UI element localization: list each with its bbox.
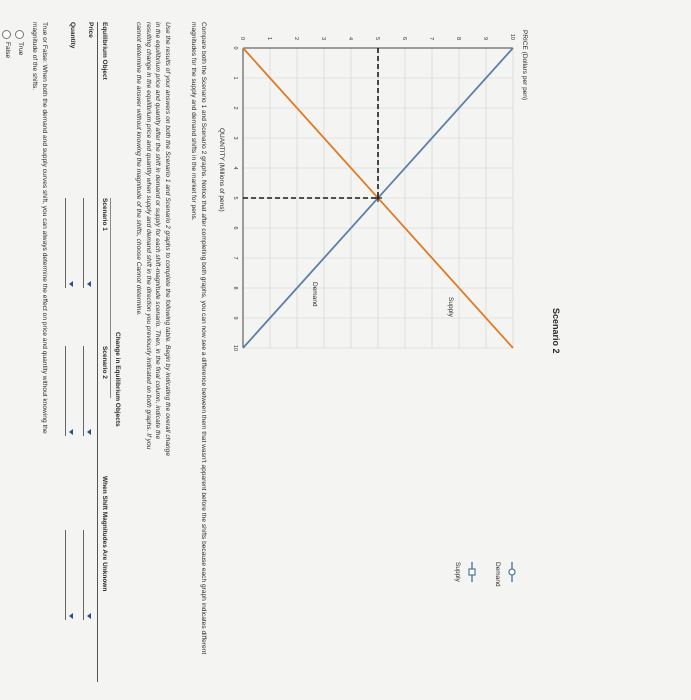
supply-legend-marker-icon: [467, 562, 477, 582]
row-label-price: Price: [87, 22, 94, 38]
question-line-1: True or False: When both the demand and supply curves shift, you can always determine the effect on price and quantity without knowing the: [41, 22, 48, 434]
x-tick-label: 0: [232, 46, 238, 50]
equilibrium-table: [51, 22, 121, 682]
price-unknown-dropdown[interactable]: [83, 530, 94, 620]
x-tick-label: 4: [232, 166, 238, 170]
option-false-label: False: [4, 42, 11, 59]
equilibrium-chart[interactable]: [223, 20, 543, 380]
x-tick-label: 10: [232, 344, 238, 352]
chevron-down-icon: [69, 613, 73, 619]
table-group-header: Change in Equilibrium Objects: [114, 332, 121, 427]
x-tick-labels: [232, 46, 238, 351]
quantity-scenario-1-dropdown[interactable]: [65, 198, 76, 288]
x-tick-label: 8: [232, 286, 238, 290]
instructions-paragraph: [134, 22, 172, 692]
chevron-down-icon: [69, 281, 73, 287]
y-tick-label: 7: [428, 36, 434, 40]
x-tick-label: 6: [232, 226, 238, 230]
instructions-line-2: in the equilibrium price and quantity after the shift in demand or supply for each shift-magnitude scenario. Then, in the final column, indicate the: [154, 22, 162, 440]
demand-legend-marker-icon: [507, 562, 517, 582]
x-tick-label: 5: [232, 196, 238, 200]
legend-label-supply: Supply: [454, 562, 461, 582]
x-tick-label: 9: [232, 316, 238, 320]
instructions-line-4: cannot determine the answer without knowing the magnitude of the shifts, choose Cannot determine.: [135, 22, 143, 316]
y-tick-label: 6: [401, 36, 407, 40]
header-scenario-2: Scenario 2: [101, 346, 108, 379]
quantity-scenario-2-dropdown[interactable]: [65, 346, 76, 436]
question-line-2: magnitude of the shifts.: [31, 22, 39, 91]
x-tick-label: 1: [232, 76, 238, 80]
y-tick-label: 10: [509, 33, 515, 40]
header-equilibrium-object: Equilibrium Object: [101, 22, 108, 80]
option-true-label: True: [17, 42, 24, 56]
header-scenario-1: Scenario 1: [101, 198, 108, 231]
y-tick-label: 8: [455, 36, 461, 40]
y-tick-label: 5: [374, 36, 380, 40]
graph-title: Scenario 2: [551, 308, 561, 354]
true-false-question: [30, 22, 49, 692]
y-tick-label: 3: [320, 36, 326, 40]
y-tick-label: 9: [482, 36, 488, 40]
x-tick-label: 7: [232, 256, 238, 260]
radio-false[interactable]: [2, 30, 11, 39]
row-label-quantity: Quantity: [69, 22, 76, 49]
x-tick-label: 2: [232, 106, 238, 110]
group-header-rule: [110, 198, 111, 398]
chevron-down-icon: [87, 613, 91, 619]
demand-curve-label: Demand: [311, 282, 319, 307]
y-tick-labels: [239, 34, 515, 40]
header-unknown-magnitudes: When Shift Magnitudes Are Unknown: [101, 476, 108, 592]
legend: [445, 560, 505, 620]
chevron-down-icon: [87, 281, 91, 287]
quantity-unknown-dropdown[interactable]: [65, 530, 76, 620]
instructions-line-3: resulting change in the equilibrium price and quantity when supply and demand shift in the direction you previously indicated on both graphs. If you: [145, 22, 152, 450]
compare-paragraph: Compare both the Scenario 1 and Scenario 2 graphs. Notice that after completing both graphs, you can now see a difference between them that wasn't apparent before the shifts because each graph indicates different magnitudes for the supply and demand shifts in the market for pens.: [190, 22, 207, 655]
legend-label-demand: Demand: [494, 562, 501, 587]
chevron-down-icon: [87, 429, 91, 435]
chevron-down-icon: [69, 429, 73, 435]
instructions-line-1: Use the results of your answers on both the Scenario 1 and Scenario 2 graphs to complete the following table. Begin by indicating the overall change: [164, 22, 171, 456]
radio-true[interactable]: [15, 30, 24, 39]
y-axis-label: PRICE (Dollars per pen): [521, 30, 528, 101]
supply-curve-label: Supply: [447, 297, 454, 317]
price-scenario-2-dropdown[interactable]: [83, 346, 94, 436]
y-tick-label: 1: [266, 36, 272, 40]
y-tick-label: 0: [239, 36, 245, 40]
y-tick-label: 4: [347, 36, 353, 40]
x-axis-label: QUANTITY (Millions of pens): [218, 128, 225, 212]
price-scenario-1-dropdown[interactable]: [83, 198, 94, 288]
y-tick-label: 2: [293, 36, 299, 40]
header-rule: [97, 22, 98, 682]
x-tick-label: 3: [232, 136, 238, 140]
